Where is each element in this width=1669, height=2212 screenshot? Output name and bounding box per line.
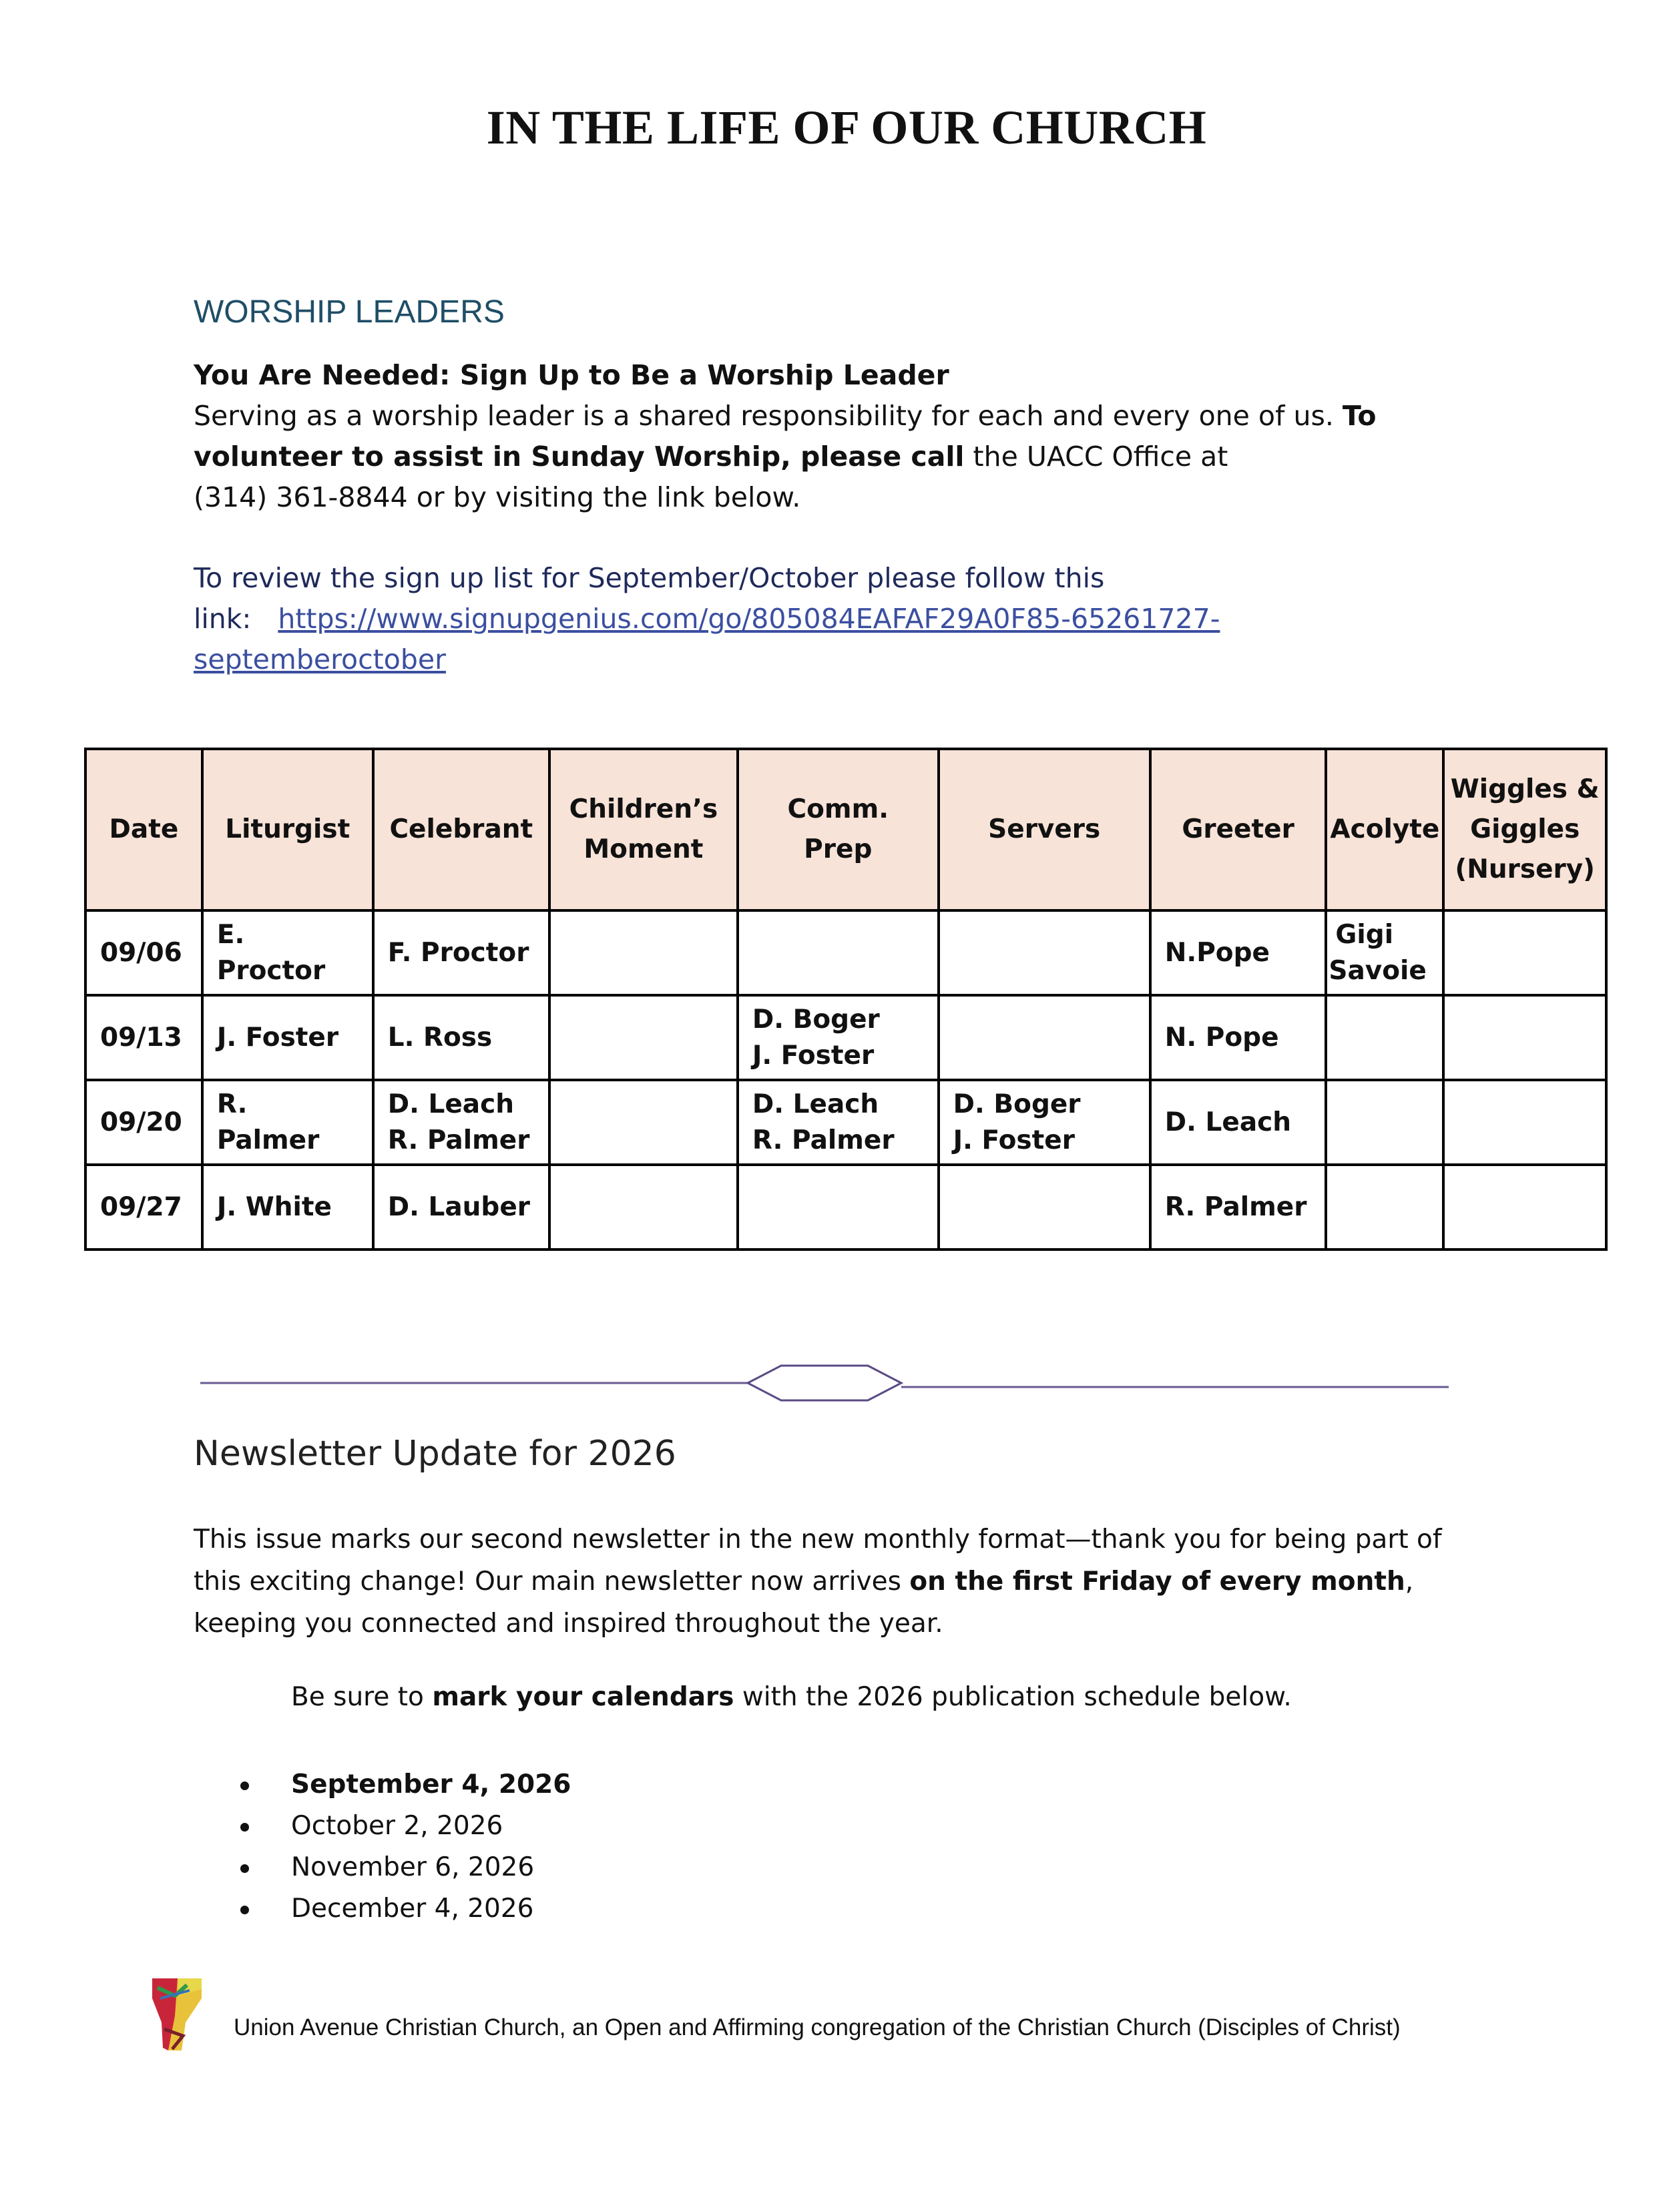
signup-link[interactable]: https://www.signupgenius.com/go/805084EAFAF29A0F85-65261727- [278, 603, 1220, 635]
table-cell-text: N.Pope [1164, 937, 1270, 968]
column-header-text: Servers [988, 814, 1101, 844]
table-cell [1443, 1165, 1606, 1250]
column-header-text: (Nursery) [1455, 854, 1595, 884]
newsletter-body-bold: on the first Friday of every month [909, 1567, 1405, 1597]
table-cell-text: 09/20 [100, 1107, 182, 1137]
column-header [1150, 749, 1327, 910]
decorative-divider [200, 1354, 1449, 1407]
table-cell-text: L. Ross [387, 1022, 493, 1053]
bullet-icon [240, 1864, 249, 1873]
list-item [234, 1806, 571, 1847]
table-cell [549, 1165, 738, 1250]
table-cell-text: Gigi [1335, 919, 1394, 950]
page-title: IN THE LIFE OF OUR CHURCH [486, 101, 1207, 154]
table-cell [1326, 1080, 1443, 1165]
table-cell [939, 995, 1150, 1080]
column-header-text: Giggles [1470, 814, 1580, 844]
calendar-note [291, 1682, 1292, 1712]
table-cell [549, 995, 738, 1080]
column-header [1326, 749, 1443, 910]
table-cell [1443, 995, 1606, 1080]
column-header-text: Celebrant [389, 814, 533, 844]
worship-body-text: Serving as a worship leader is a shared responsibility for each and every one of us. [194, 400, 1343, 432]
table-cell [85, 910, 202, 995]
calendar-note-bold: mark your calendars [432, 1682, 734, 1712]
table-row [85, 910, 1606, 995]
table-cell-text: D. Boger [752, 1004, 880, 1035]
table-cell [373, 995, 549, 1080]
table-cell-text: J. Foster [953, 1125, 1075, 1155]
worship-subheading: You Are Needed: Sign Up to Be a Worship Leader [194, 359, 949, 391]
table-cell-text: J. Foster [216, 1022, 339, 1053]
worship-intro-paragraph [194, 355, 1462, 518]
table-header-row [85, 749, 1606, 910]
table-cell [1150, 910, 1327, 995]
list-item-text: November 6, 2026 [291, 1852, 535, 1882]
column-header [373, 749, 549, 910]
table-cell-text: 09/27 [100, 1191, 182, 1222]
list-item-text: December 4, 2026 [291, 1894, 534, 1924]
table-cell [202, 995, 373, 1080]
list-item-text: October 2, 2026 [291, 1811, 503, 1841]
calendar-note-text: Be sure to [291, 1682, 433, 1712]
table-cell [1150, 995, 1327, 1080]
table-cell [738, 995, 939, 1080]
column-header [738, 749, 939, 910]
bullet-icon [240, 1823, 249, 1832]
table-cell [738, 910, 939, 995]
column-header [202, 749, 373, 910]
worship-schedule-table [84, 748, 1608, 1251]
list-item [234, 1847, 571, 1888]
newsletter-heading: Newsletter Update for 2026 [194, 1434, 676, 1474]
table-cell [85, 995, 202, 1080]
table-cell [373, 1165, 549, 1250]
table-cell [202, 1165, 373, 1250]
column-header [939, 749, 1150, 910]
footer-text: Union Avenue Christian Church, an Open and Affirming congregation of the Christian Church (Disciples of Christ) [234, 2014, 1401, 2040]
table-cell [738, 1165, 939, 1250]
table-cell [373, 910, 549, 995]
section-heading-worship-leaders: WORSHIP LEADERS [194, 294, 505, 330]
table-cell [939, 1080, 1150, 1165]
bullet-icon [240, 1781, 249, 1790]
table-cell-text: D. Leach [752, 1089, 879, 1119]
table-row [85, 1165, 1606, 1250]
table-cell [85, 1080, 202, 1165]
table-cell [1150, 1080, 1327, 1165]
table-cell [85, 1165, 202, 1250]
table-cell [1443, 910, 1606, 995]
table-cell [939, 910, 1150, 995]
table-cell [549, 910, 738, 995]
table-cell [1326, 995, 1443, 1080]
column-header-text: Liturgist [225, 814, 350, 844]
table-cell [1326, 1165, 1443, 1250]
table-cell-text: R. Palmer [752, 1125, 895, 1155]
publication-date-list [234, 1764, 571, 1930]
newsletter-body-text: This issue marks our second newsletter in the new monthly format—thank you for being part of this exciting change! Our main newsletter now arrives [194, 1525, 1442, 1597]
worship-body-bold: To volunteer to assist in Sunday Worship, please call [194, 400, 1377, 473]
signup-link-label: link: [194, 603, 252, 635]
table-cell-text: R. Palmer [216, 1089, 320, 1155]
table-row [85, 1080, 1606, 1165]
table-cell-text: 09/13 [100, 1022, 182, 1053]
table-cell-text: F. Proctor [387, 937, 529, 968]
newsletter-paragraph [194, 1518, 1462, 1645]
table-cell [202, 910, 373, 995]
column-header [1443, 749, 1606, 910]
table-cell-text: R. Palmer [1164, 1191, 1307, 1222]
column-header-text: Prep [804, 834, 873, 864]
table-cell-text: D. Boger [953, 1089, 1081, 1119]
column-header-text: Wiggles & [1450, 774, 1600, 804]
column-header-text: Children’s [569, 794, 718, 824]
worship-phone-line: (314) 361-8844 or by visiting the link below. [194, 481, 801, 513]
table-row [85, 995, 1606, 1080]
table-cell-text: 09/06 [100, 937, 182, 968]
table-cell [738, 1080, 939, 1165]
table-cell-text: D. Leach [1164, 1107, 1292, 1137]
bullet-icon [240, 1906, 249, 1914]
calendar-note-text-2: with the 2026 publication schedule below. [734, 1682, 1292, 1712]
column-header [85, 749, 202, 910]
signup-paragraph [194, 558, 1462, 680]
table-cell-text: Savoie [1329, 955, 1427, 986]
table-cell-text: D. Lauber [387, 1191, 531, 1222]
table-cell-text: N. Pope [1164, 1022, 1279, 1053]
column-header-text: Comm. [787, 794, 889, 824]
list-item [234, 1764, 571, 1806]
signup-link-continued[interactable]: septemberoctober [194, 643, 446, 675]
table-cell [202, 1080, 373, 1165]
table-cell [549, 1080, 738, 1165]
table-cell [1150, 1165, 1327, 1250]
column-header-text: Acolyte [1330, 814, 1440, 844]
table-cell [939, 1165, 1150, 1250]
table-cell-text: E. Proctor [216, 919, 326, 986]
table-cell-text: R. Palmer [387, 1125, 530, 1155]
worship-body-text-2: the UACC Office at [964, 441, 1228, 473]
chalice-logo-icon [148, 1976, 206, 2056]
column-header-text: Date [109, 814, 179, 844]
column-header-text: Moment [583, 834, 704, 864]
table-cell [1326, 910, 1443, 995]
table-cell-text: J. Foster [752, 1040, 875, 1071]
table-cell [373, 1080, 549, 1165]
signup-review-text: To review the sign up list for September/October please follow this [194, 562, 1105, 594]
table-cell-text: D. Leach [387, 1089, 515, 1119]
list-item [234, 1888, 571, 1930]
table-cell-text: J. White [216, 1191, 332, 1222]
list-item-text: September 4, 2026 [291, 1769, 571, 1800]
table-cell [1443, 1080, 1606, 1165]
column-header [549, 749, 738, 910]
column-header-text: Greeter [1182, 814, 1294, 844]
newsletter-body-text-2: , keeping you connected and inspired throughout the year. [194, 1567, 1414, 1639]
